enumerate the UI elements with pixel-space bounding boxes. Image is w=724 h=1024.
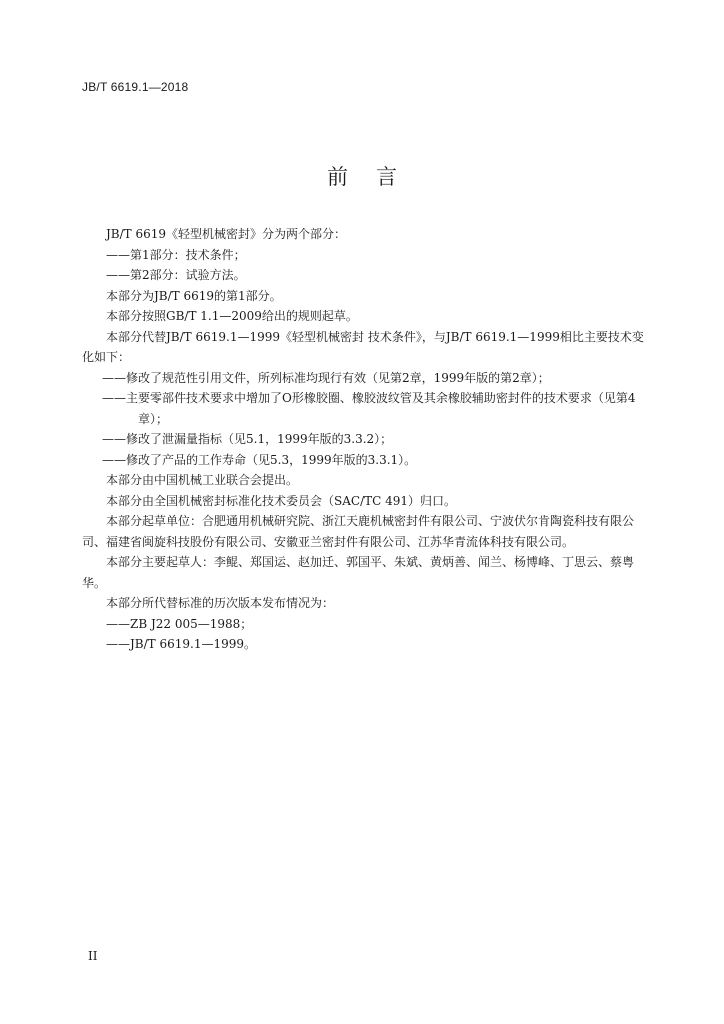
- foreword-body: [82, 224, 648, 655]
- paragraph: 本部分代替JB/T 6619.1—1999《轻型机械密封 技术条件》，与JB/T 6619.1—1999相比主要技术变化如下：: [82, 329, 644, 364]
- paragraph: 本部分所代替标准的历次版本发布情况为：: [106, 596, 335, 610]
- paragraph: ——第1部分：技术条件；: [106, 247, 246, 262]
- paragraph: 本部分主要起草人：李鲲、郑国运、赵加迁、郭国平、朱斌、黄炳善、闻兰、杨博峰、丁思云、蔡粤华。: [82, 555, 635, 590]
- paragraph: 本部分由中国机械工业联合会提出。: [106, 473, 299, 487]
- list-item: ——修改了泄漏量指标（见5.1，1999年版的3.3.2）；: [102, 432, 393, 446]
- paragraph: 本部分为JB/T 6619的第1部分。: [106, 288, 282, 303]
- paragraph: 本部分由全国机械密封标准化技术委员会（SAC/TC 491）归口。: [106, 493, 457, 508]
- paragraph: ——ZB J22 005—1988；: [106, 616, 253, 631]
- page-number: II: [88, 949, 98, 963]
- paragraph: ——第2部分：试验方法。: [106, 268, 246, 282]
- paragraph: 本部分起草单位：合肥通用机械研究院、浙江天鹿机械密封件有限公司、宁波伏尔肯陶瓷科技有限公司、福建省闽旋科技股份有限公司、安徽亚兰密封件有限公司、江苏华青流体科技有限公司。: [82, 514, 635, 549]
- list-item: ——修改了产品的工作寿命（见5.3，1999年版的3.3.1）。: [102, 452, 417, 467]
- list-item: ——修改了规范性引用文件，所列标准均现行有效（见第2章，1999年版的第2章）；: [102, 370, 550, 385]
- paragraph: ——JB/T 6619.1—1999。: [106, 637, 257, 651]
- document-code: JB/T 6619.1—2018: [82, 80, 189, 94]
- paragraph: 本部分按照GB/T 1.1—2009给出的规则起草。: [106, 309, 358, 323]
- page-title: 前言: [327, 165, 425, 189]
- list-item: ——主要零部件技术要求中增加了O形橡胶圈、橡胶波纹管及其余橡胶辅助密封件的技术要求（见第4章）；: [102, 391, 636, 426]
- paragraph: JB/T 6619《轻型机械密封》分为两个部分：: [106, 227, 347, 241]
